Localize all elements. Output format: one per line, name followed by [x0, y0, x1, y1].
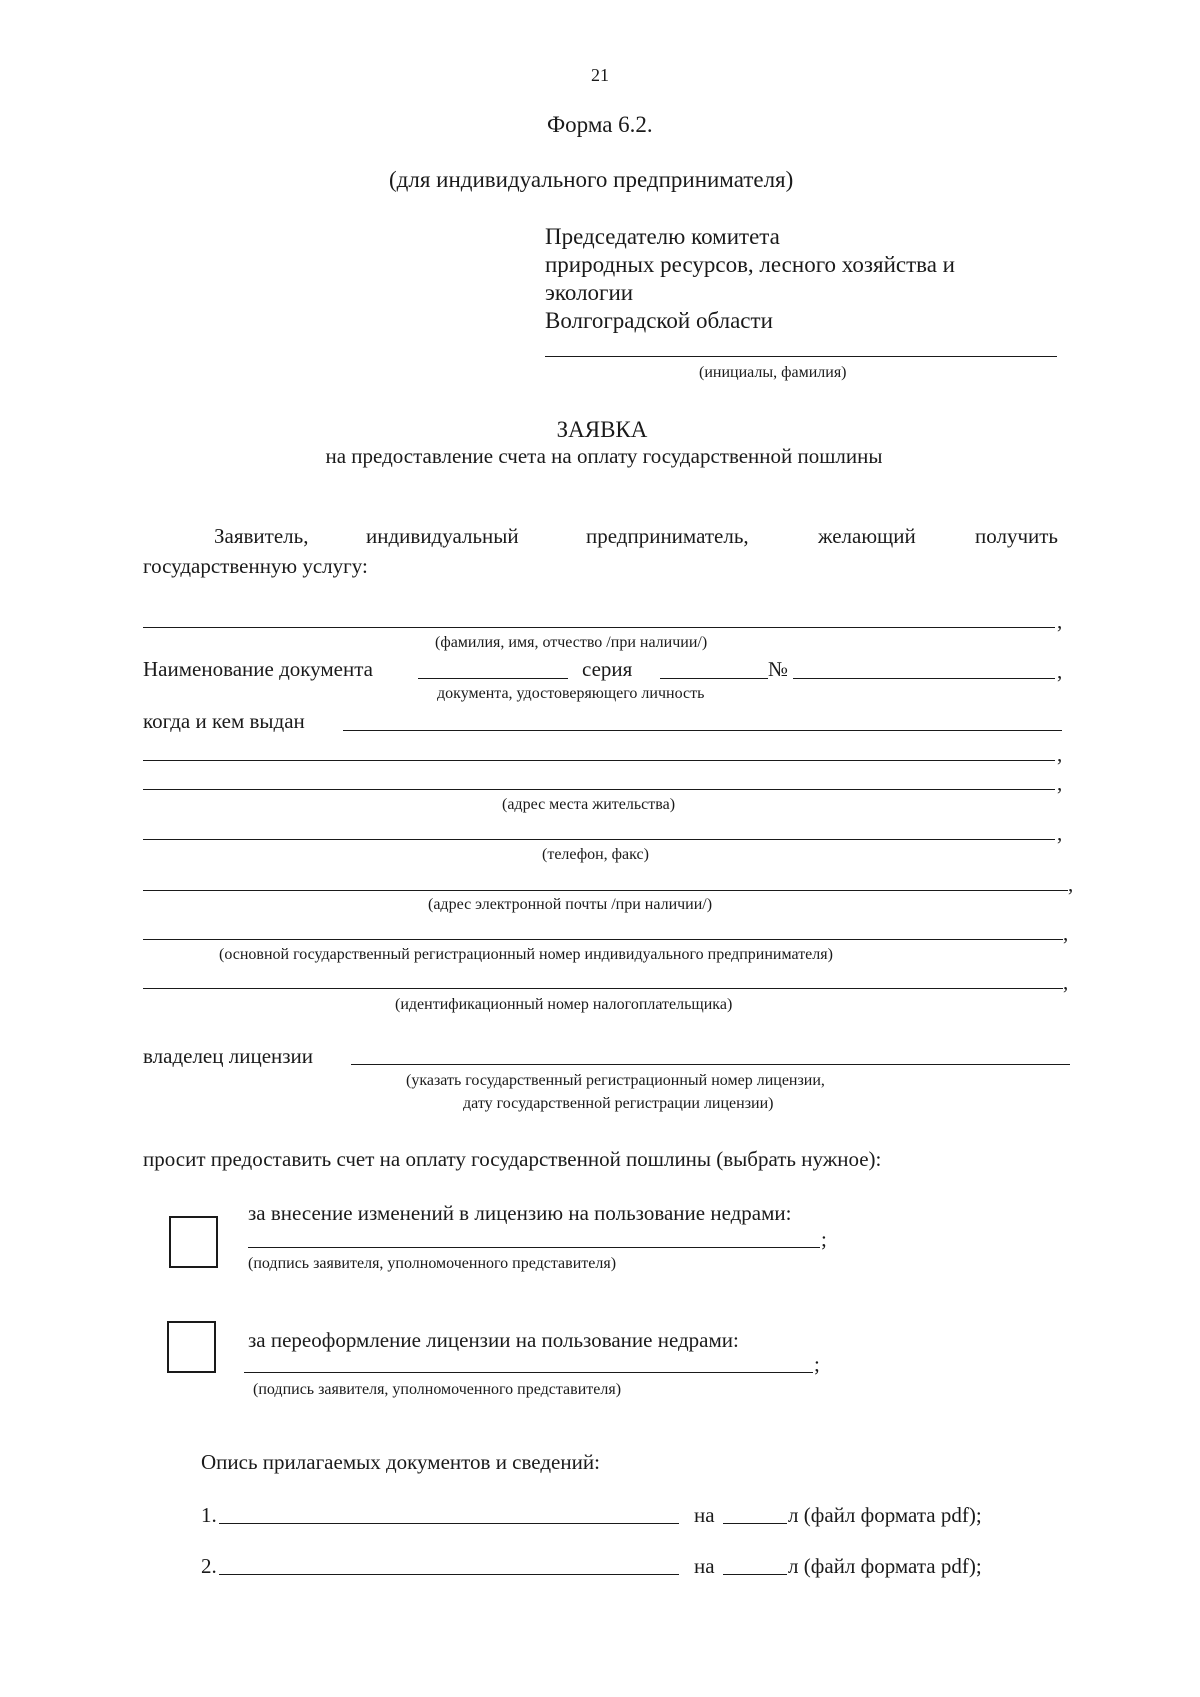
comma: , — [1057, 821, 1063, 845]
option-reissue-label: за переоформление лицензии на пользование недрами: — [248, 1328, 739, 1352]
address-caption: (адрес места жительства) — [502, 796, 676, 813]
license-owner-field[interactable] — [351, 1064, 1070, 1065]
inn-field[interactable] — [143, 988, 1063, 989]
number-field[interactable] — [793, 678, 1055, 679]
addressee-line-4: Волгоградской области — [545, 308, 773, 333]
attachment-pages-field[interactable] — [723, 1574, 787, 1575]
comma: , — [1057, 771, 1063, 795]
comma: , — [1063, 921, 1069, 945]
attachment-suffix: л (файл формата pdf); — [788, 1503, 982, 1527]
address-field-2[interactable] — [143, 789, 1055, 790]
page-number: 21 — [591, 65, 609, 85]
option-amendment-label: за внесение изменений в лицензию на пользование недрами: — [248, 1201, 792, 1225]
license-owner-label: владелец лицензии — [143, 1044, 314, 1068]
doc-name-field[interactable] — [418, 678, 568, 679]
semicolon: ; — [821, 1227, 827, 1251]
applicant-type: (для индивидуального предпринимателя) — [389, 167, 794, 192]
email-caption: (адрес электронной почты /при наличии/) — [428, 896, 713, 913]
comma: , — [1057, 609, 1063, 633]
email-field[interactable] — [143, 890, 1068, 891]
addressee-name-field[interactable] — [545, 356, 1057, 357]
attachment-pages-field[interactable] — [723, 1523, 787, 1524]
fio-field[interactable] — [143, 627, 1055, 628]
series-label: серия — [582, 657, 633, 681]
option-amendment-signature-field[interactable] — [248, 1247, 820, 1248]
intro-line-2: государственную услугу: — [143, 554, 368, 578]
form-number: Форма 6.2. — [547, 112, 653, 137]
ogrnip-field[interactable] — [143, 939, 1063, 940]
comma: , — [1063, 970, 1069, 994]
attachment-name-field[interactable] — [219, 1523, 679, 1524]
comma: , — [1057, 742, 1063, 766]
inn-caption: (идентификационный номер налогоплательщика) — [395, 996, 733, 1013]
comma: , — [1057, 659, 1063, 683]
intro-word: Заявитель, — [214, 524, 309, 548]
attachment-on-label: на — [694, 1503, 715, 1527]
addressee-line-2: природных ресурсов, лесного хозяйства и — [545, 252, 955, 277]
phone-field[interactable] — [143, 839, 1055, 840]
fio-caption: (фамилия, имя, отчество /при наличии/) — [435, 634, 708, 651]
intro-word: индивидуальный — [366, 524, 519, 548]
ogrnip-caption: (основной государственный регистрационный номер индивидуального предпринимателя) — [219, 946, 833, 963]
intro-word: получить — [975, 524, 1058, 548]
addressee-line-1: Председателю комитета — [545, 224, 780, 249]
intro-word: предприниматель, — [586, 524, 749, 548]
addressee-caption: (инициалы, фамилия) — [699, 364, 847, 381]
intro-word: желающий — [818, 524, 916, 548]
license-caption-1: (указать государственный регистрационный номер лицензии, — [406, 1072, 825, 1089]
doc-name-label: Наименование документа — [143, 657, 373, 681]
option-reissue-signature-field[interactable] — [244, 1372, 813, 1373]
document-title: ЗАЯВКА — [556, 417, 648, 442]
attachments-heading: Опись прилагаемых документов и сведений: — [201, 1450, 600, 1474]
document-subtitle: на предоставление счета на оплату государственной пошлины — [325, 444, 883, 468]
phone-caption: (телефон, факс) — [542, 846, 649, 863]
series-field[interactable] — [660, 678, 768, 679]
issued-field[interactable] — [343, 730, 1062, 731]
attachment-number: 2. — [201, 1554, 217, 1578]
option-amendment-checkbox[interactable] — [169, 1216, 218, 1268]
option-reissue-caption: (подпись заявителя, уполномоченного представителя) — [253, 1381, 622, 1398]
issued-label: когда и кем выдан — [143, 709, 305, 733]
attachment-on-label: на — [694, 1554, 715, 1578]
addressee-line-3: экологии — [545, 280, 634, 305]
option-amendment-caption: (подпись заявителя, уполномоченного представителя) — [248, 1255, 617, 1272]
attachment-suffix: л (файл формата pdf); — [788, 1554, 982, 1578]
attachment-name-field[interactable] — [219, 1574, 679, 1575]
comma: , — [1068, 872, 1074, 896]
address-field-1[interactable] — [143, 760, 1055, 761]
attachment-number: 1. — [201, 1503, 217, 1527]
option-reissue-checkbox[interactable] — [167, 1321, 216, 1373]
semicolon: ; — [814, 1352, 820, 1376]
doc-caption: документа, удостоверяющего личность — [437, 685, 705, 702]
license-caption-2: дату государственной регистрации лицензии) — [463, 1095, 774, 1112]
request-text: просит предоставить счет на оплату государственной пошлины (выбрать нужное): — [143, 1147, 882, 1171]
number-label: № — [768, 657, 789, 681]
